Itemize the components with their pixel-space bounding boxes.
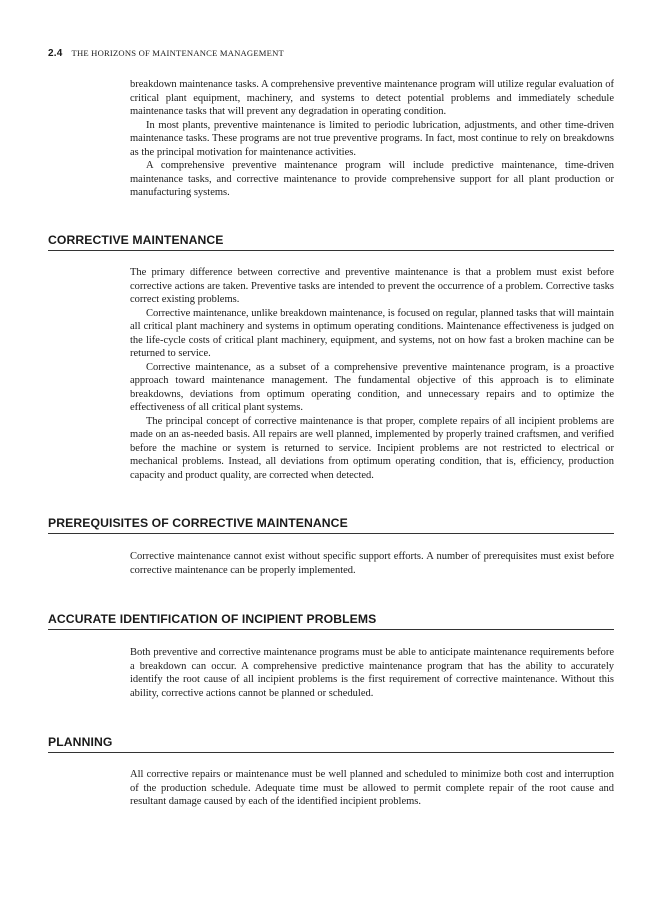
paragraph: In most plants, preventive maintenance is limited to periodic lubrication, adjustments, and other time-driven maintenance tasks. These programs are not true preventive programs. In fact, most continue to rely on breakdowns as the principal motivation for maintenance activities. [130,119,614,158]
corrective-maintenance-text [130,266,614,482]
running-head [48,48,284,59]
planning-text [130,768,614,809]
intro-text [130,78,614,200]
paragraph: Both preventive and corrective maintenance programs must be able to anticipate maintenance requirements before a breakdown can occur. A comprehensive predictive maintenance program that has the ability to accurately identify the root cause of all incipient problems is the first requirement of corrective maintenance. Without this ability, corrective actions cannot be planned or scheduled. [130,647,614,699]
paragraph: Corrective maintenance cannot exist without specific support efforts. A number of prerequisites must exist before corrective maintenance can be properly implemented. [130,551,614,576]
paragraph: Corrective maintenance, as a subset of a comprehensive preventive maintenance program, is a proactive approach toward maintenance management. The fundamental objective of this approach is to eliminate breakdowns, deviations from optimum operating condition, and unnecessary repairs and to optimize the effectiveness of all critical plant systems. [130,361,614,413]
paragraph: Corrective maintenance, unlike breakdown maintenance, is focused on regular, planned tasks that will maintain all critical plant machinery and systems in optimum operating conditions. Maintenance effectiveness is judged on the life-cycle costs of critical plant machinery, equipment, and systems, not on how fast a broken machine can be returned to service. [130,307,614,359]
paragraph: A comprehensive preventive maintenance program will include predictive maintenance, time-driven maintenance tasks, and corrective maintenance to provide comprehensive support for all plant production or manufacturing systems. [130,160,614,198]
prerequisites-text [130,550,614,577]
running-head-title: THE HORIZONS OF MAINTENANCE MANAGEMENT [71,48,284,58]
section-heading-corrective-maintenance: CORRECTIVE MAINTENANCE [48,233,614,251]
page-number: 2.4 [48,48,63,59]
paragraph: breakdown maintenance tasks. A comprehensive preventive maintenance program will utilize regular evaluation of critical plant equipment, machinery, and systems to detect potential problems and immediately schedule maintenance tasks that will prevent any degradation in operating condition. [130,79,614,117]
paragraph: The principal concept of corrective maintenance is that proper, complete repairs of all incipient problems are made on an as-needed basis. All repairs are well planned, implemented by properly trained craftsmen, and verified before the machine or system is returned to service. Incipient problems are not restricted to electrical or mechanical problems. Instead, all deviations from optimum operating condition, that is, efficiency, production capacity and product quality, are corrected when detected. [130,415,614,481]
paragraph: The primary difference between corrective and preventive maintenance is that a problem must exist before corrective actions are taken. Preventive tasks are intended to prevent the occurrence of a problem. Corrective tasks correct existing problems. [130,267,614,305]
section-heading-planning: PLANNING [48,735,614,753]
paragraph: All corrective repairs or maintenance must be well planned and scheduled to minimize both cost and interruption of the production schedule. Adequate time must be allowed to permit complete repair of the root cause and resultant damage caused by each of the identified incipient problems. [130,769,614,807]
section-heading-prerequisites: PREREQUISITES OF CORRECTIVE MAINTENANCE [48,516,614,534]
accurate-identification-text [130,646,614,700]
section-heading-accurate-identification: ACCURATE IDENTIFICATION OF INCIPIENT PROBLEMS [48,612,614,630]
